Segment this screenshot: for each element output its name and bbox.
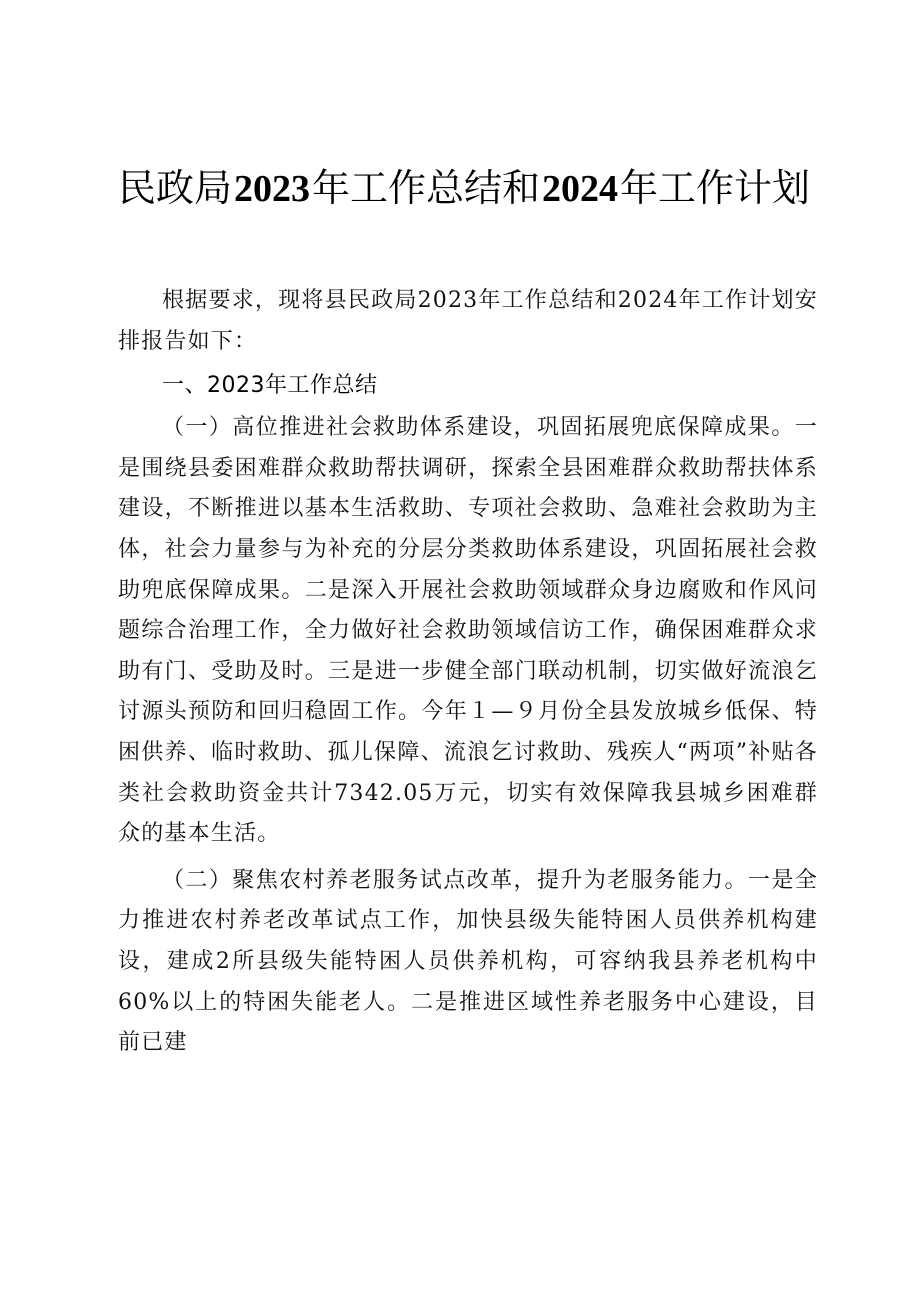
title-year-2024: 2024 [542,168,619,210]
title-part-1: 民政局 [118,166,233,210]
document-body [118,281,818,1064]
title-part-2: 年工作总结和 [312,166,541,210]
body-paragraph-2: （二）聚焦农村养老服务试点改革，提升为老服务能力。一是全力推进农村养老改革试点工作，加快县级失能特困人员供养机构建设，建成2所县级失能特困人员供养机构，可容纳我县养老机构中60%以上的特困失能老人。二是推进区域性养老服务中心建设，目前已建 [118,867,818,1056]
body-paragraph-1: （一）高位推进社会救助体系建设，巩固拓展兜底保障成果。一是围绕县委困难群众救助帮扶调研，探索全县困难群众救助帮扶体系建设，不断推进以基本生活救助、专项社会救助、急难社会救助为主体，社会力量参与为补充的分层分类救助体系建设，巩固拓展社会救助兜底保障成果。二是深入开展社会救助领域群众身边腐败和作风问题综合治理工作，全力做好社会救助领域信访工作，确保困难群众求助有门、受助及时。三是进一步健全部门联动机制，切实做好流浪乞讨源头预防和回归稳固工作。今年１—９月份全县发放城乡低保、特困供养、临时救助、孤儿保障、流浪乞讨救助、残疾人“两项”补贴各类社会救助资金共计7342.05万元，切实有效保障我县城乡困难群众的基本生活。 [118,415,818,847]
intro-paragraph: 根据要求，现将县民政局2023年工作总结和2024年工作计划安排报告如下： [118,288,818,354]
title-year-2023: 2023 [234,168,311,210]
title-part-3: 年工作计划 [620,166,811,210]
document-title [118,160,838,217]
section-heading: 一、2023年工作总结 [162,373,378,399]
